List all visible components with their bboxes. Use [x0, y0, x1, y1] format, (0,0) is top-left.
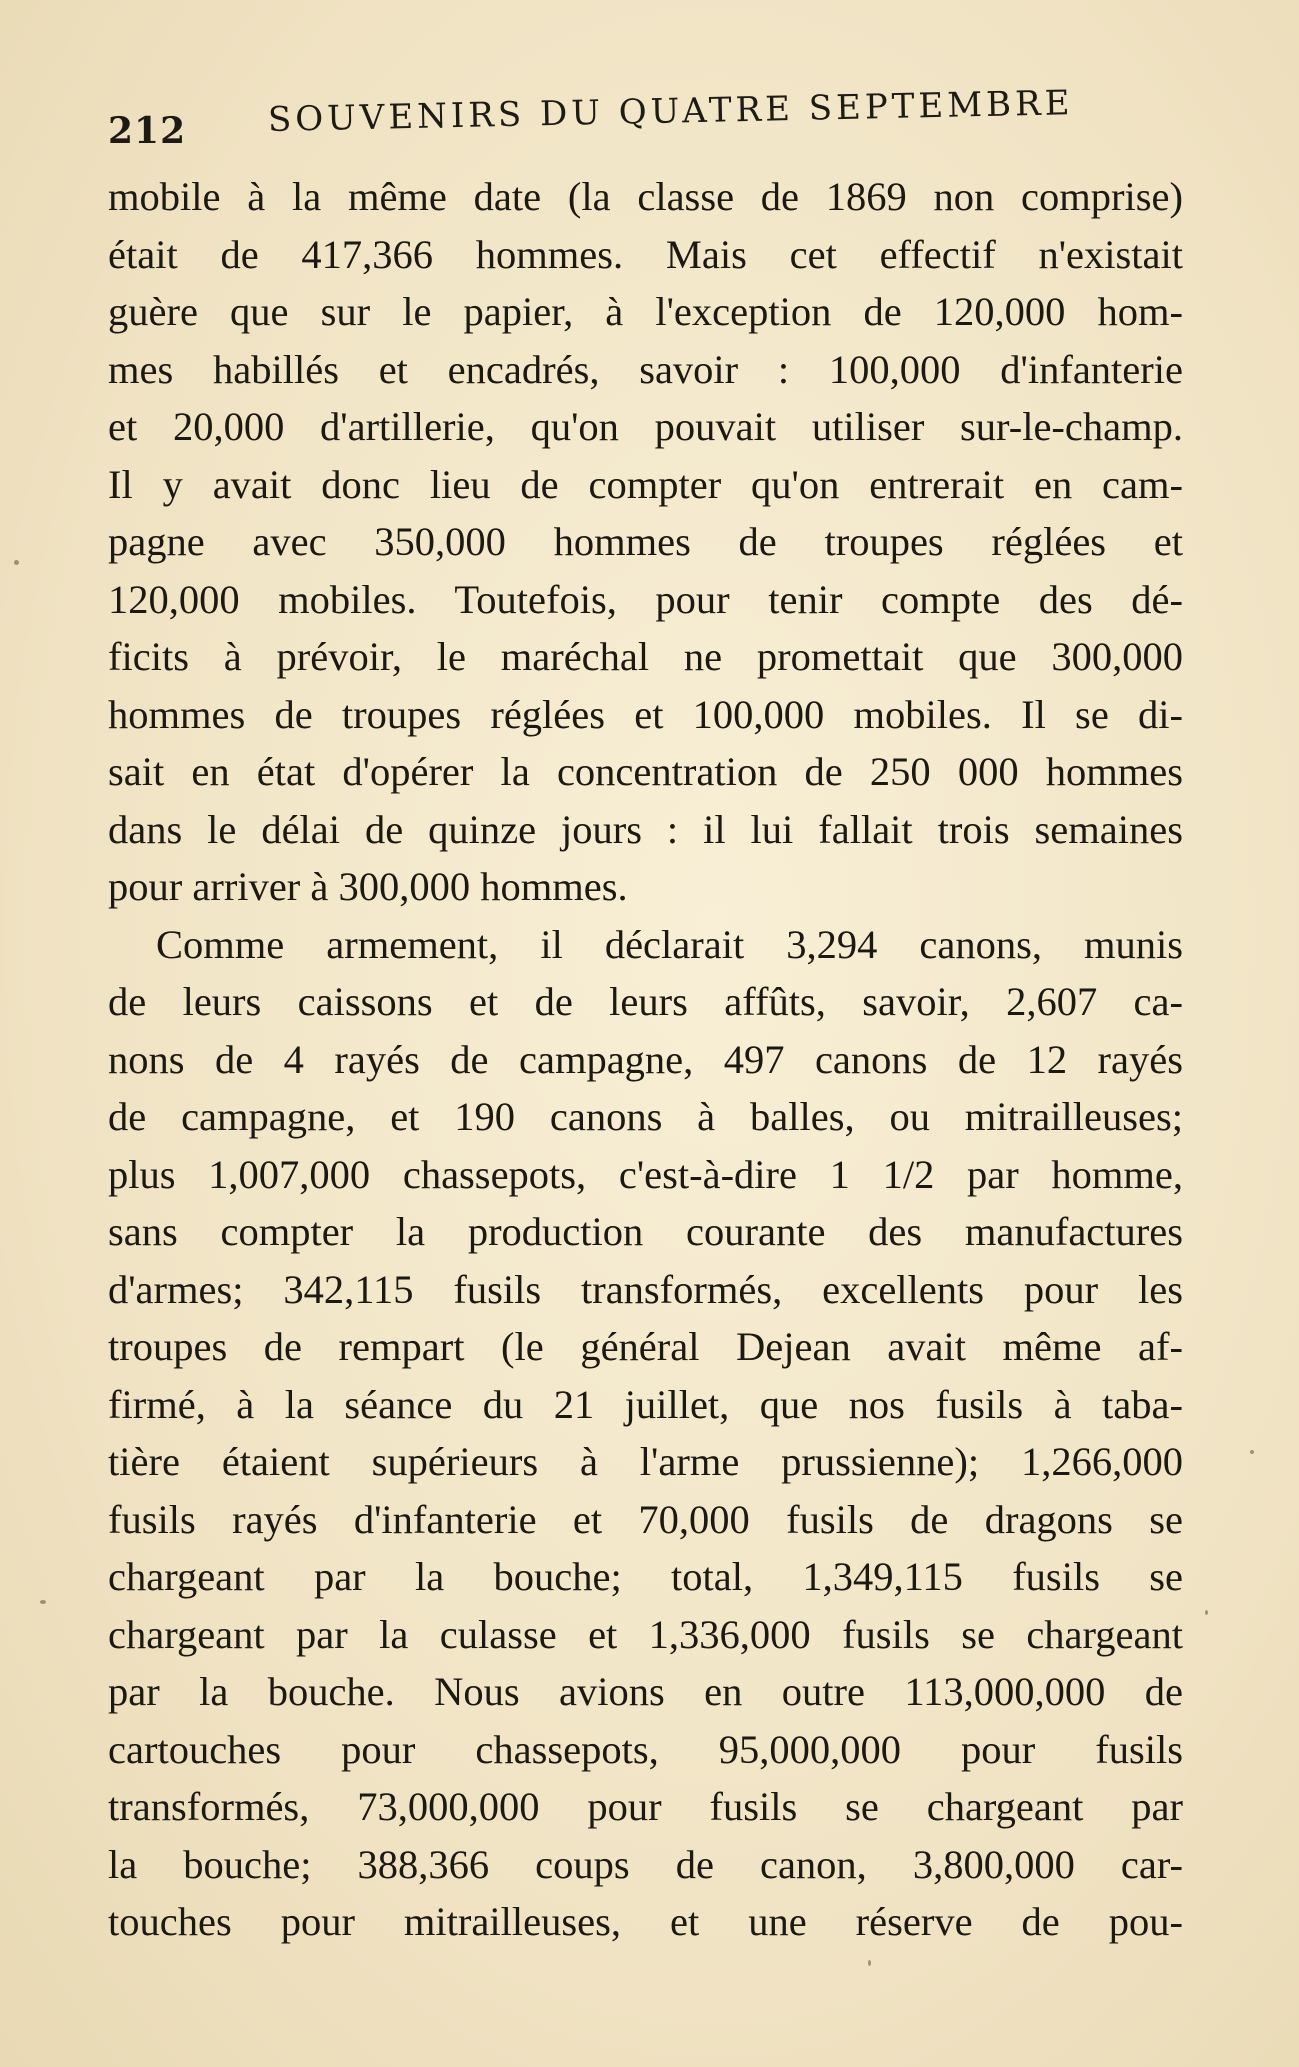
text-line: sait en état d'opérer la concentration de 250 000 hommes	[108, 749, 1183, 794]
text-line: troupes de rempart (le général Dejean avait même af-	[108, 1324, 1183, 1369]
paragraph-end-line: pour arriver à 300,000 hommes.	[108, 864, 628, 909]
text-line: firmé, à la séance du 21 juillet, que nos fusils à taba-	[108, 1381, 1183, 1427]
text-line: de campagne, et 190 canons à balles, ou mitrailleuses;	[108, 1094, 1183, 1139]
page-number: 212	[108, 110, 187, 152]
text-line: pagne avec 350,000 hommes de troupes réglées et	[108, 519, 1183, 564]
text-line: hommes de troupes réglées et 100,000 mobiles. Il se di-	[108, 691, 1183, 737]
paper-speck	[40, 1600, 46, 1604]
text-line: Il y avait donc lieu de compter qu'on entrerait en cam-	[108, 461, 1183, 507]
body-text	[108, 168, 1183, 1951]
text-line: guère que sur le papier, à l'exception de 120,000 hom-	[108, 289, 1183, 334]
text-line: et 20,000 d'artillerie, qu'on pouvait utiliser sur-le-champ.	[108, 404, 1183, 449]
text-line: mes habillés et encadrés, savoir : 100,000 d'infanterie	[108, 346, 1183, 392]
text-line: de leurs caissons et de leurs affûts, savoir, 2,607 ca-	[108, 979, 1183, 1024]
text-line: sans compter la production courante des manufactures	[108, 1209, 1183, 1254]
text-line: transformés, 73,000,000 pour fusils se chargeant par	[108, 1784, 1183, 1829]
text-line: mobile à la même date (la classe de 1869 non comprise)	[108, 174, 1183, 219]
text-line: ficits à prévoir, le maréchal ne promettait que 300,000	[108, 634, 1183, 679]
text-line: était de 417,366 hommes. Mais cet effectif n'existait	[108, 231, 1183, 277]
paper-speck	[868, 1960, 871, 1966]
text-line: d'armes; 342,115 fusils transformés, excellents pour les	[108, 1266, 1183, 1312]
text-line: chargeant par la bouche; total, 1,349,115 fusils se	[108, 1554, 1183, 1599]
text-line: nons de 4 rayés de campagne, 497 canons de 12 rayés	[108, 1036, 1183, 1082]
text-line: touches pour mitrailleuses, et une réserve de pou-	[108, 1899, 1183, 1944]
text-line: tière étaient supérieurs à l'arme prussienne); 1,266,000	[108, 1439, 1183, 1484]
paper-speck	[14, 560, 19, 565]
paper-speck	[1250, 1450, 1254, 1454]
text-line: fusils rayés d'infanterie et 70,000 fusils de dragons se	[108, 1496, 1183, 1542]
text-line: par la bouche. Nous avions en outre 113,000,000 de	[108, 1669, 1183, 1714]
page-header	[108, 83, 1198, 156]
text-line: dans le délai de quinze jours : il lui fallait trois semaines	[108, 806, 1183, 852]
text-line: cartouches pour chassepots, 95,000,000 pour fusils	[108, 1726, 1183, 1772]
running-title: SOUVENIRS DU QUATRE SEPTEMBRE	[267, 83, 1074, 140]
text-line: chargeant par la culasse et 1,336,000 fusils se chargeant	[108, 1611, 1183, 1657]
text-line: 120,000 mobiles. Toutefois, pour tenir compte des dé-	[108, 576, 1183, 622]
text-line: plus 1,007,000 chassepots, c'est-à-dire 1 1/2 par homme,	[108, 1151, 1183, 1197]
paper-speck	[1205, 1610, 1208, 1615]
text-line: la bouche; 388,366 coups de canon, 3,800,000 car-	[108, 1841, 1183, 1887]
paragraph-start-line: Comme armement, il déclarait 3,294 canons, munis	[156, 921, 1183, 967]
